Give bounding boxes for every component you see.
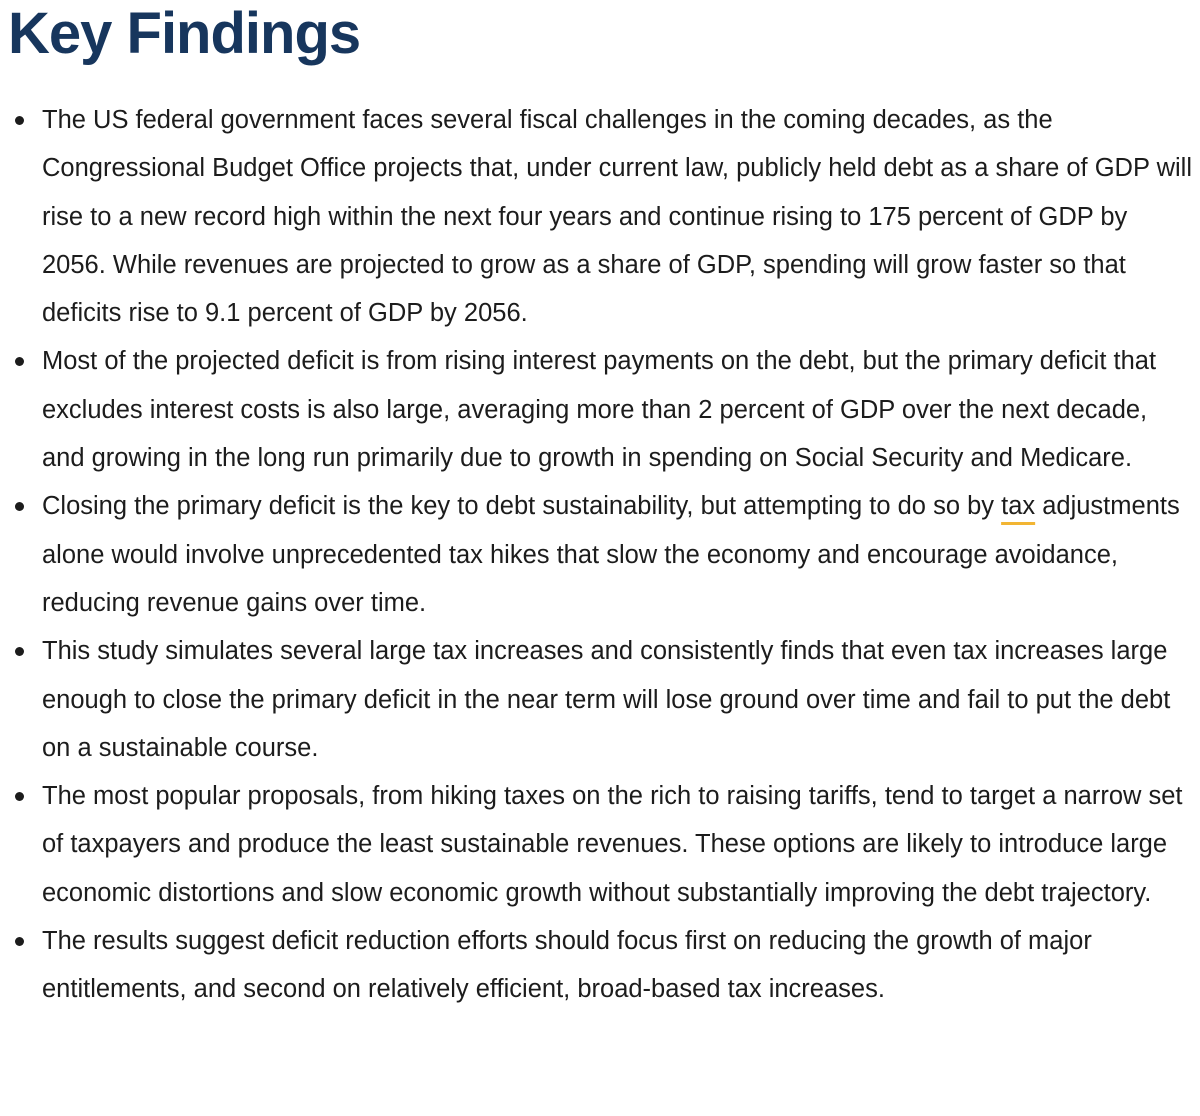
finding-item-3 bbox=[0, 482, 1200, 627]
bullet-icon bbox=[15, 647, 24, 656]
finding-item-5 bbox=[0, 772, 1200, 917]
bullet-icon bbox=[15, 937, 24, 946]
finding-text-3-end: adjustments alone would involve unprecedented tax hikes that slow the economy and encourage avoidance, reducing revenue gains over time. bbox=[42, 492, 1180, 617]
finding-item-4 bbox=[0, 627, 1200, 772]
finding-text-5: The most popular proposals, from hiking taxes on the rich to raising tariffs, tend to target a narrow set of taxpayers and produce the least sustainable revenues. These options are likely to introduce large economic distortions and slow economic growth without substantially improving the debt trajectory. bbox=[42, 782, 1183, 907]
finding-text-1: The US federal government faces several fiscal challenges in the coming decades, as the Congressional Budget Office projects that, under current law, publicly held debt as a share of GDP will rise to a new record high within the next four years and continue rising to 175 percent of GDP by 2056. While revenues are projected to grow as a share of GDP, spending will grow faster so that deficits rise to 9.1 percent of GDP by 2056. bbox=[42, 106, 1193, 328]
page-title: Key Findings bbox=[8, 1, 361, 66]
finding-text-2: Most of the projected deficit is from rising interest payments on the debt, but the primary deficit that excludes interest costs is also large, averaging more than 2 percent of GDP over the next decade, and growing in the long run primarily due to growth in spending on Social Security and Medicare. bbox=[42, 347, 1157, 473]
bullet-icon bbox=[15, 357, 24, 366]
finding-item-2 bbox=[0, 337, 1200, 482]
findings-list bbox=[0, 96, 1200, 1014]
bullet-icon bbox=[15, 502, 24, 511]
finding-text-6: The results suggest deficit reduction efforts should focus first on reducing the growth of major entitlements, and second on relatively efficient, broad-based tax increases. bbox=[42, 927, 1092, 1004]
bullet-icon bbox=[15, 116, 24, 125]
finding-text-4: This study simulates several large tax increases and consistently finds that even tax increases large enough to close the primary deficit in the near term will lose ground over time and fail to put the debt on a sustainable course. bbox=[42, 637, 1171, 762]
finding-item-1 bbox=[0, 96, 1200, 337]
finding-text-3-start: Closing the primary deficit is the key to debt sustainability, but attempting to do so by bbox=[42, 492, 1002, 521]
bullet-icon bbox=[15, 792, 24, 801]
finding-item-6 bbox=[0, 917, 1200, 1014]
tax-highlight-link[interactable]: tax bbox=[1001, 492, 1036, 521]
